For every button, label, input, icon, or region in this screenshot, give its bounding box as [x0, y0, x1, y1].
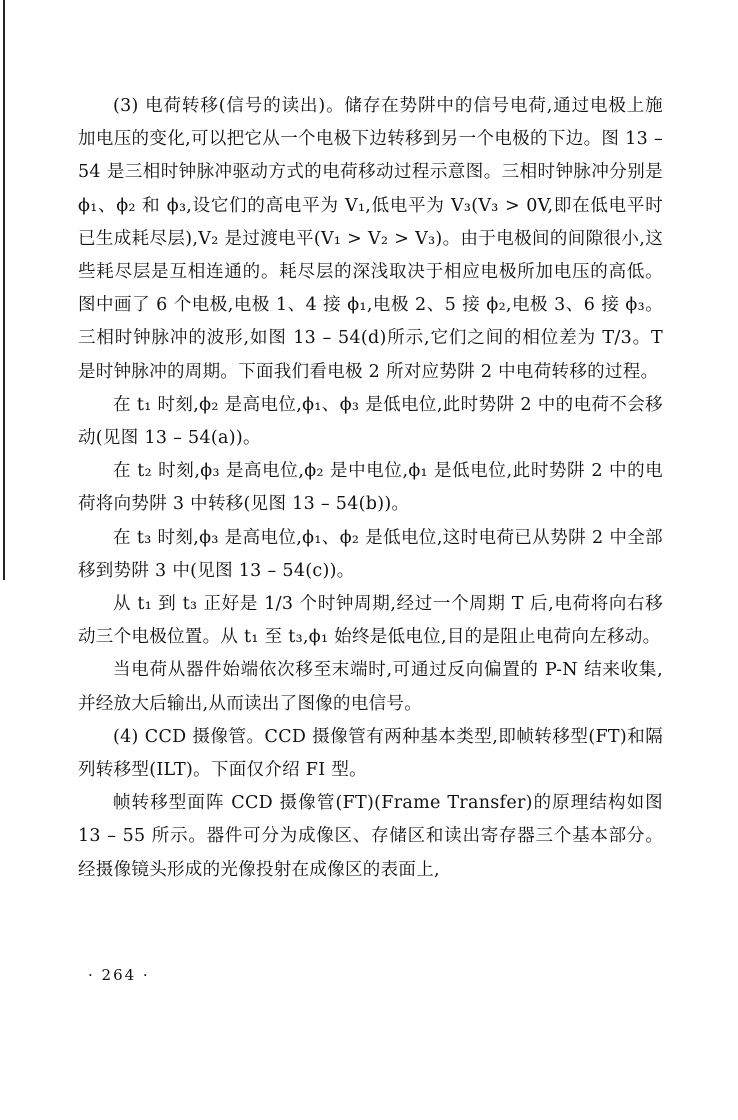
paragraph-t2: 在 t₂ 时刻,ϕ₃ 是高电位,ϕ₂ 是中电位,ϕ₁ 是低电位,此时势阱 2 中的电荷将向势阱 3 中转移(见图 13 – 54(b))。 [78, 461, 663, 515]
paragraph-frame-transfer: 帧转移型面阵 CCD 摄像管(FT)(Frame Transfer)的原理结构如图 13 – 55 所示。器件可分为成像区、存储区和读出寄存器三个基本部分。经摄像镜头形成的光像投射在成像区的表面上, [78, 793, 663, 880]
paragraph-period: 从 t₁ 到 t₃ 正好是 1/3 个时钟周期,经过一个周期 T 后,电荷将向右移动三个电极位置。从 t₁ 至 t₃,ϕ₁ 始终是低电位,目的是阻止电荷向左移动。 [78, 594, 663, 648]
paragraph-readout: 当电荷从器件始端依次移至末端时,可通过反向偏置的 P-N 结来收集,并经放大后输出,从而读出了图像的电信号。 [78, 660, 663, 714]
page-number: · 264 · [88, 966, 150, 984]
paragraph-charge-transfer: (3) 电荷转移(信号的读出)。储存在势阱中的信号电荷,通过电极上施加电压的变化,可以把它从一个电极下边转移到另一个电极的下边。图 13 – 54 是三相时钟脉冲驱动方式的电荷移动过程示意图。三相时钟脉冲分别是 ϕ₁、ϕ₂ 和 ϕ₃,设它们的高电平为 V₁,低电平为 V₃(V₃ > 0V,即在低电平时已生成耗尽层),V₂ 是过渡电平(V₁ > V₂ > V₃)。由于电极间的间隙很小,这些耗尽层是互相连通的。耗尽层的深浅取决于相应电极所加电压的高低。图中画了 6 个电极,电极 1、4 接 ϕ₁,电极 2、5 接 ϕ₂,电极 3、6 接 ϕ₃。三相时钟脉冲的波形,如图 13 – 54(d)所示,它们之间的相位差为 T/3。T 是时钟脉冲的周期。下面我们看电极 2 所对应势阱 2 中电荷转移的过程。 [78, 96, 663, 382]
paragraph-ccd-tube: (4) CCD 摄像管。CCD 摄像管有两种基本类型,即帧转移型(FT)和隔列转移型(ILT)。下面仅介绍 FI 型。 [78, 726, 663, 781]
paragraph-t3: 在 t₃ 时刻,ϕ₃ 是高电位,ϕ₁、ϕ₂ 是低电位,这时电荷已从势阱 2 中全部移到势阱 3 中(见图 13 – 54(c))。 [78, 527, 663, 581]
page-body [78, 90, 663, 887]
paragraph-t1: 在 t₁ 时刻,ϕ₂ 是高电位,ϕ₁、ϕ₃ 是低电位,此时势阱 2 中的电荷不会移动(见图 13 – 54(a))。 [78, 394, 663, 449]
margin-rule [3, 0, 5, 580]
